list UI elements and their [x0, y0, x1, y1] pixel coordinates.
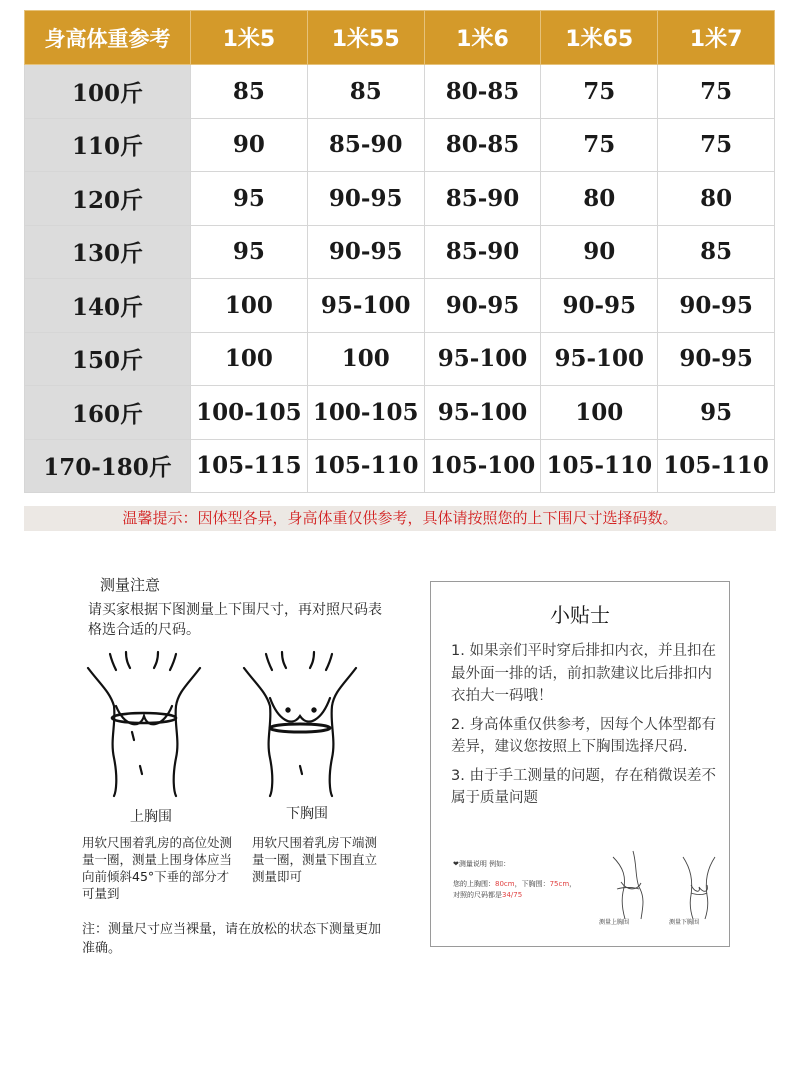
example-text	[453, 879, 593, 901]
table-cell: 105-110	[541, 439, 658, 493]
guide-title: 测量注意	[100, 576, 161, 594]
table-cell: 80	[541, 172, 658, 226]
column-header: 1米7	[658, 11, 775, 65]
torso-illustration	[80, 648, 400, 798]
table-cell: 85-90	[307, 118, 424, 172]
lower-bust-description: 用软尺围着乳房下端测量一圈，测量下围直立测量即可	[252, 835, 378, 884]
tip-note-bar: 温馨提示：因体型各异，身高体重仅供参考，具体请按照您的上下围尺寸选择码数。	[24, 506, 776, 531]
column-header: 1米5	[191, 11, 308, 65]
column-header: 1米65	[541, 11, 658, 65]
table-cell: 90-95	[307, 172, 424, 226]
table-row	[25, 386, 775, 440]
example-upper-value: 80cm	[495, 880, 515, 888]
table-cell: 75	[658, 118, 775, 172]
row-weight-label: 130斤	[25, 225, 191, 279]
row-weight-label: 140斤	[25, 279, 191, 333]
guide-footnote: 注：测量尺寸应当裸量，请在放松的状态下测量更加准确。	[82, 922, 382, 956]
corner-label: 身高体重参考	[25, 11, 191, 65]
row-weight-label: 120斤	[25, 172, 191, 226]
table-cell: 90-95	[424, 279, 541, 333]
example-label: 对照的尺码都是	[453, 891, 502, 899]
example-lower-value: 75cm	[549, 880, 570, 888]
table-row	[25, 65, 775, 119]
table-cell: 90-95	[541, 279, 658, 333]
tip-item: 1. 如果亲们平时穿后排扣内衣，并且扣在最外面一排的话，前扣款建议比后排扣内衣拍大一码哦！	[451, 643, 716, 704]
row-weight-label: 170-180斤	[25, 439, 191, 493]
table-cell: 95-100	[424, 386, 541, 440]
guide-intro: 请买家根据下图测量上下围尺寸，再对照尺码表格选合适的尺码。	[88, 602, 382, 638]
table-cell: 75	[541, 118, 658, 172]
table-cell: 105-115	[191, 439, 308, 493]
table-cell: 95	[658, 386, 775, 440]
table-cell: 90-95	[658, 332, 775, 386]
table-cell: 85	[191, 65, 308, 119]
table-cell: 95	[191, 225, 308, 279]
table-cell: 100	[191, 332, 308, 386]
table-cell: 95-100	[424, 332, 541, 386]
table-cell: 95-100	[307, 279, 424, 333]
table-cell: 100-105	[307, 386, 424, 440]
row-weight-label: 150斤	[25, 332, 191, 386]
table-cell: 85	[658, 225, 775, 279]
size-table	[24, 10, 775, 493]
tip-item: 3. 由于手工测量的问题，存在稍微误差不属于质量问题	[451, 767, 716, 806]
table-cell: 80	[658, 172, 775, 226]
table-header-row	[25, 11, 775, 65]
table-cell: 100	[307, 332, 424, 386]
example-size-value: 34/75	[502, 891, 523, 899]
row-weight-label: 160斤	[25, 386, 191, 440]
table-cell: 90-95	[658, 279, 775, 333]
table-row	[25, 172, 775, 226]
example-illustration	[593, 847, 723, 927]
table-cell: 80-85	[424, 65, 541, 119]
row-weight-label: 110斤	[25, 118, 191, 172]
tip-item: 2. 身高体重仅供参考，因每个人体型都有差异，建议您按照上下胸围选择尺码.	[451, 716, 716, 755]
table-cell: 85-90	[424, 225, 541, 279]
table-cell: 90-95	[307, 225, 424, 279]
table-row	[25, 225, 775, 279]
table-cell: 95-100	[541, 332, 658, 386]
tips-title: 小贴士	[550, 603, 610, 627]
table-cell: 105-110	[658, 439, 775, 493]
table-cell: 85	[307, 65, 424, 119]
tips-list	[451, 640, 721, 816]
table-cell: 80-85	[424, 118, 541, 172]
column-header: 1米55	[307, 11, 424, 65]
table-cell: 100	[191, 279, 308, 333]
measurement-guide	[80, 570, 400, 970]
upper-bust-caption: 上胸围	[130, 809, 172, 825]
upper-bust-description: 用软尺围着乳房的高位处测量一圈，测量上围身体应当向前倾斜45°下垂的部分才可量到	[82, 835, 233, 901]
table-cell: 105-100	[424, 439, 541, 493]
example-label: ，下胸围：	[514, 880, 550, 888]
lower-bust-caption: 下胸围	[286, 806, 328, 822]
measurement-example	[453, 857, 723, 937]
table-row	[25, 279, 775, 333]
example-lower-caption: 测量下胸围	[669, 919, 700, 926]
table-cell: 75	[658, 65, 775, 119]
table-cell: 75	[541, 65, 658, 119]
table-row	[25, 439, 775, 493]
example-heading: ❤测量说明 例如：	[453, 860, 511, 868]
table-cell: 85-90	[424, 172, 541, 226]
tips-box	[430, 581, 730, 947]
table-cell: 105-110	[307, 439, 424, 493]
table-cell: 90	[191, 118, 308, 172]
table-cell: 90	[541, 225, 658, 279]
column-header: 1米6	[424, 11, 541, 65]
example-upper-caption: 测量上胸围	[599, 919, 630, 926]
table-cell: 95	[191, 172, 308, 226]
table-row	[25, 332, 775, 386]
example-label: 您的上胸围：	[453, 880, 495, 888]
table-cell: 100	[541, 386, 658, 440]
table-row	[25, 118, 775, 172]
table-cell: 100-105	[191, 386, 308, 440]
row-weight-label: 100斤	[25, 65, 191, 119]
example-label: ，	[569, 880, 577, 888]
